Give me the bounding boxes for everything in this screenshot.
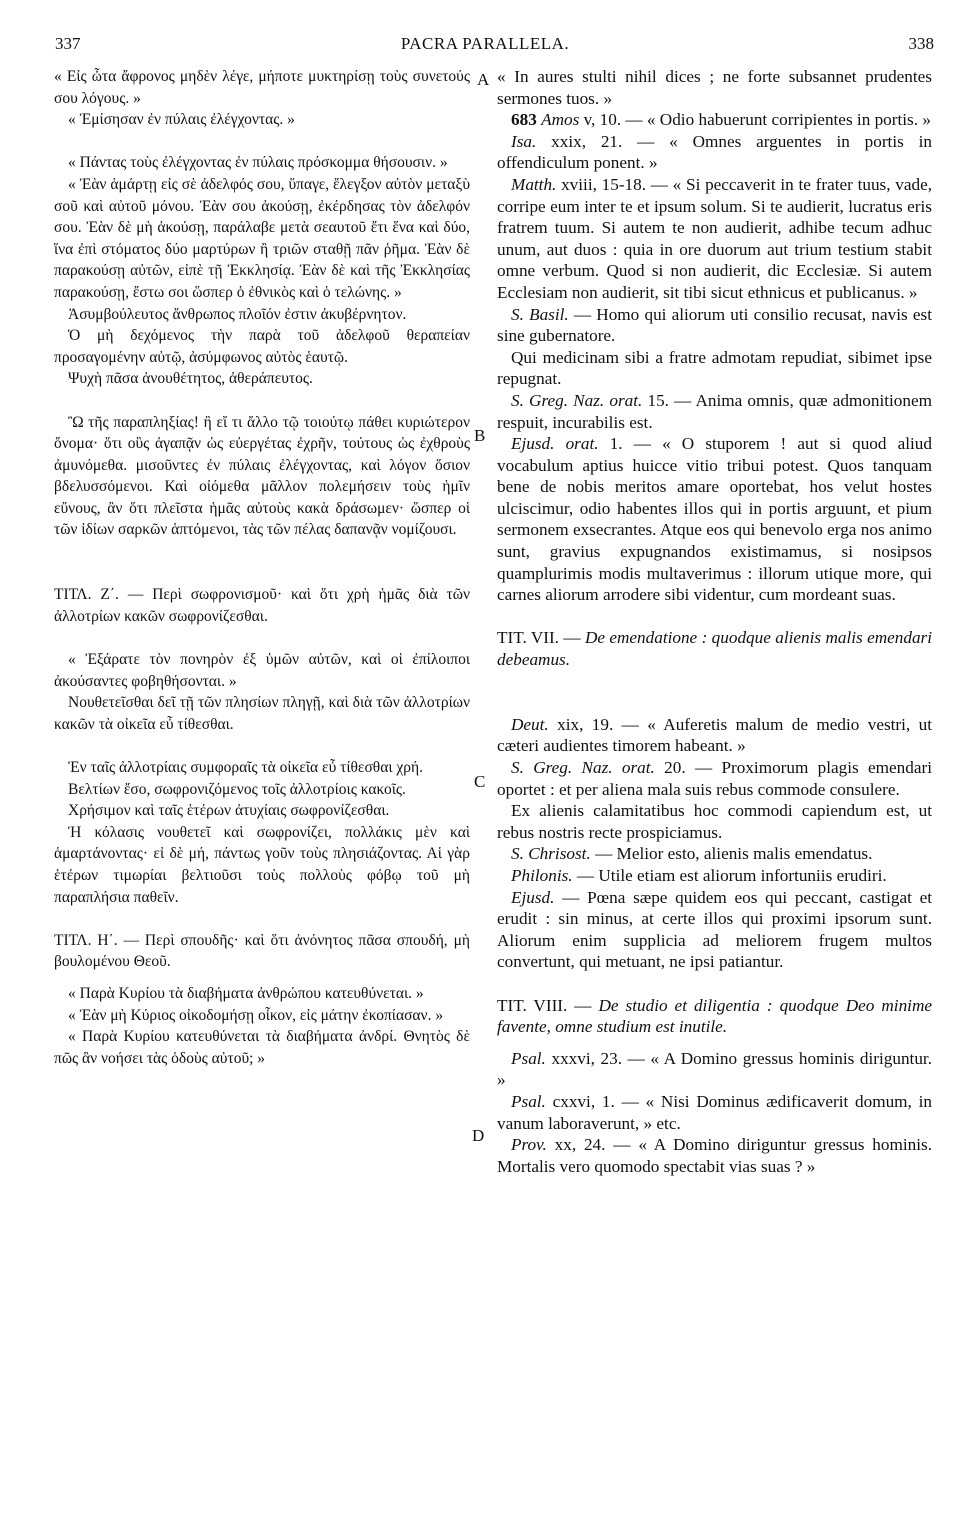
latin-paragraph [497, 1134, 932, 1177]
citation-text: 1. — « O stuporem ! aut si quod aliud vocabulum aptius huicce vitio tribui potest. Quos tanquam bene de nobis meritos amare oportebat, hos velut hostes ulciscimur, odio habentes illos qui in portis arguunt, et pium sermonem exsecrantes. Atque eos qui benevolo erga nos animo sunt, gravius expugnandos existimamus, si nosipsos quamplurimis modis multaverimus : illorum utique more, qui carnes aliorum arrodere sibi videntur, cum mordeant suas. [497, 434, 932, 605]
greek-paragraph: Ὁ μὴ δεχόμενος τὴν παρὰ τοῦ ἀδελφοῦ θεραπείαν προσαγομένην αὐτῷ, ἀσύμφωνος αὐτὸς ἑαυτῷ. [54, 327, 470, 366]
citation-text: 15. — Anima omnis, quæ admonitionem respuit, incurabilis est. [497, 390, 932, 432]
latin-paragraph [497, 865, 932, 887]
greek-paragraph: Ἐν ταῖς ἀλλοτρίαις συμφοραῖς τὰ οἰκεῖα εὖ τίθεσθαι χρή. [68, 759, 423, 776]
heading-label: TIT. VIII. — [497, 995, 599, 1015]
citation-ref: Matth. [511, 174, 557, 194]
margin-marker-b: B [474, 426, 486, 445]
latin-paragraph: Qui medicinam sibi a fratre admotam repudiat, sibimet ipse repugnat. [497, 347, 932, 389]
greek-column [54, 66, 470, 1069]
latin-paragraph [497, 433, 932, 606]
citation-ref: Deut. [511, 714, 549, 734]
margin-marker-c: C [474, 772, 486, 791]
latin-paragraph [497, 109, 932, 131]
citation-ref: Ejusd. [511, 887, 555, 907]
citation-text: xx, 24. — « A Domino diriguntur gressus hominis. Mortalis vero quomodo spectabit vias suas ? » [497, 1135, 932, 1176]
citation-text: xviii, 15-18. — « Si peccaverit in te frater tuus, vade, corripe eum inter te et ipsum solum. Si te audierit, lucratus eris fratrem tuum. Si autem te non audierit, adhibe tecum adhuc unum, aut duos : quia in ore duorum aut trium testium stabit omne verbum. Quod si non audierit, dic Ecclesiæ. Si autem Ecclesiam non audierit, sit tibi sicut ethnicus et publicanus. » [497, 174, 932, 302]
greek-paragraph: « Πάντας τοὺς ἐλέγχοντας ἐν πύλαις πρόσκομμα θήσουσιν. » [68, 154, 448, 172]
greek-paragraph: Ὢ τῆς παραπληξίας! ἢ εἴ τι ἄλλο τῷ τοιούτῳ πάθει κυριώτερον ὄνομα· ὅτι οὓς ἀγαπᾷν ὡς εὐεργέτας ἐχρῆν, τούτους ὡς ἐχθροὺς ἀμυνόμεθα. μισοῦντες ἐν πύλαις ἐλέγχοντας, καὶ λόγον ὅσιον βδελυσσόμενοι. Καὶ οἰόμεθα μᾶλλον πολεμήσειν τοὺς ἡμῖν εὔνους, ἂν ὅτι πλεῖστα ἡμᾶς αὐτοὺς κακὰ δράσωμεν· ὥσπερ οἱ τῶν ἰδίων σαρκῶν ἁπτόμενοι, τὰς τῶν πέλας δαπανᾷν νομίζουσι. [54, 413, 470, 539]
citation-ref: Psal. [511, 1091, 546, 1111]
citation-text: 20. — Proximorum plagis emendari oportet : et per aliena mala suis rebus commode consulere. [497, 758, 932, 799]
citation-text: cxxvi, 1. — « Nisi Dominus ædificaverit domum, in vanum laboraverunt, » etc. [497, 1091, 932, 1133]
citation-text: — Melior esto, alienis malis emendatus. [590, 844, 873, 864]
greek-paragraph: « Ἐμίσησαν ἐν πύλαις ἐλέγχοντας. » [68, 111, 295, 129]
greek-section-heading-8: ΤΙΤΛ. Η΄. — Περὶ σπουδῆς· καὶ ὅτι ἀνόνητος πᾶσα σπουδή, μὴ βουλομένου Θεοῦ. [54, 931, 470, 971]
column-number: 683 [511, 110, 537, 130]
latin-paragraph: « In aures stulti nihil dices ; ne forte subsannet prudentes sermones tuos. » [497, 67, 932, 108]
page-number-left: 337 [55, 34, 81, 53]
citation-ref: Philonis. [511, 865, 573, 885]
greek-paragraph: « Ἐξάρατε τὸν πονηρὸν ἐξ ὑμῶν αὐτῶν, καὶ οἱ ἐπίλοιποι ἀκούσαντες φοβηθήσονται. » [54, 651, 470, 690]
citation-ref: S. Chrisost. [511, 844, 591, 864]
margin-marker-d: D [472, 1126, 485, 1145]
latin-paragraph [497, 174, 932, 304]
citation-text: — Pœna sæpe quidem eos qui peccant, castigat et erudit : sin minus, at certe illos qui proximi ipsorum sunt. Aliorum enim supplicia ad meliorem frugem multos convertunt, qui metuant, ne ipsi patiantur. [497, 887, 932, 972]
citation-ref: S. Greg. Naz. orat. [511, 758, 655, 777]
greek-paragraph: « Ἐὰν μὴ Κύριος οἰκοδομήσῃ οἶκον, εἰς μάτην ἐκοπίασαν. » [68, 1006, 444, 1024]
latin-column [497, 66, 932, 1177]
citation-ref: S. Basil. [511, 304, 569, 324]
latin-paragraph [497, 131, 932, 174]
greek-paragraph: Ἀσυμβούλευτος ἄνθρωπος πλοῖόν ἐστιν ἀκυβέρνητον. [68, 305, 407, 323]
heading-label: TIT. VII. — [497, 628, 585, 648]
latin-paragraph [497, 843, 932, 865]
greek-paragraph: Χρήσιμον καὶ ταῖς ἑτέρων ἀτυχίαις σωφρονίζεσθαι. [68, 802, 390, 820]
latin-section-heading-8 [497, 995, 932, 1038]
citation-ref: Prov. [511, 1135, 547, 1155]
citation-ref: Psal. [511, 1048, 546, 1068]
page-number-right: 338 [908, 34, 934, 53]
latin-paragraph [497, 714, 932, 757]
margin-marker-a: A [477, 70, 490, 89]
greek-paragraph: « Παρὰ Κυρίου κατευθύνεται τὰ διαβήματα ἀνδρί. Θνητὸς δὲ πῶς ἂν νοήσει τὰς ὁδοὺς αὐτοῦ; » [54, 1028, 470, 1067]
greek-paragraph: Ἡ κόλασις νουθετεῖ καὶ σωφρονίζει, πολλάκις μὲν καὶ ἁμαρτάνοντας· εἰ δὲ μή, πάντως γοῦν τοὺς πλησιάζοντας. Αἱ γὰρ ἑτέρων τιμωρίαι βελτιοῦσι τοὺς πολλοὺς φόβῳ τοῦ μὴ παραπλήσια παθεῖν. [54, 823, 470, 906]
latin-paragraph [497, 390, 932, 433]
citation-text: — Homo qui aliorum uti consilio recusat, navis est sine gubernatore. [497, 304, 932, 346]
citation-ref: Amos [541, 110, 580, 130]
citation-text: v, 10. — « Odio habuerunt corripientes in portis. » [579, 110, 931, 130]
greek-paragraph: Ψυχὴ πᾶσα ἀνουθέτητος, ἀθεράπευτος. [68, 370, 313, 388]
latin-paragraph [497, 757, 932, 800]
heading-title: De emendatione : quodque alienis malis emendari debeamus. [497, 628, 933, 670]
latin-paragraph [497, 304, 932, 347]
greek-paragraph: Βελτίων ἔσο, σωφρονιζόμενος τοῖς ἀλλοτρίοις κακοῖς. [68, 780, 406, 798]
heading-title: De studio et diligentia : quodque Deo minime favente, omne studium est inutile. [497, 995, 932, 1037]
greek-paragraph: « Ἐὰν ἁμάρτῃ εἰς σὲ ἀδελφός σου, ὕπαγε, ἔλεγξον αὐτὸν μεταξὺ σοῦ καὶ αὐτοῦ μόνου. Ἐὰν σου ἀκούσῃ, ἐκέρδησας τὸν ἀδελφόν σου. Ἐὰν δὲ μὴ ἀκούσῃ, παράλαβε μετὰ σεαυτοῦ ἔτι ἕνα καὶ δύο, ἵνα ἐπὶ στόματος δύο μαρτύρων ἢ τριῶν σταθῇ πᾶν ῥῆμα. Ἐὰν δὲ παρακούσῃ αὐτῶν, εἰπὲ τῇ Ἐκκλησίᾳ. Ἐὰν δὲ καὶ τῆς Ἐκκλησίας παρακούσῃ, ἔστω σοι ὥσπερ ὁ ἐθνικὸς καὶ ὁ τελώνης. » [54, 175, 470, 301]
greek-paragraph: « Εἰς ὦτα ἄφρονος μηδὲν λέγε, μήποτε μυκτηρίσῃ τοὺς συνετούς σου λόγους. » [54, 68, 470, 107]
citation-text: xxxvi, 23. — « A Domino gressus hominis diriguntur. » [497, 1048, 932, 1090]
citation-text: — Utile etiam est aliorum infortuniis erudiri. [572, 865, 887, 885]
greek-paragraph: Νουθετεῖσθαι δεῖ τῇ τῶν πλησίων πληγῇ, καὶ διὰ τῶν ἀλλοτρίων κακῶν τὰ οἰκεῖα εὖ τίθεσθαι. [54, 694, 470, 733]
citation-text: xxix, 21. — « Omnes arguentes in portis in offendiculum ponent. » [497, 131, 932, 173]
citation-ref: Ejusd. orat. [511, 434, 599, 454]
greek-section-heading-7: ΤΙΤΛ. Ζ΄. — Περὶ σωφρονισμοῦ· καὶ ὅτι χρὴ ἡμᾶς διὰ τῶν ἀλλοτρίων κακῶν σωφρονίζεσθαι. [54, 586, 470, 625]
citation-text: xix, 19. — « Auferetis malum de medio vestri, ut cæteri audientes timorem habeant. » [497, 714, 932, 756]
latin-section-heading-7 [497, 627, 932, 670]
latin-paragraph [497, 1048, 932, 1091]
citation-ref: Isa. [511, 131, 537, 151]
page-header [0, 34, 970, 58]
latin-paragraph [497, 1091, 932, 1134]
latin-paragraph: Ex alienis calamitatibus hoc commodi capiendum est, ut rebus nostris recte prospiciamus. [497, 801, 932, 842]
running-title: PACRA PARALLELA. [400, 34, 570, 53]
greek-paragraph: « Παρὰ Κυρίου τὰ διαβήματα ἀνθρώπου κατευθύνεται. » [68, 984, 424, 1002]
latin-paragraph [497, 887, 932, 973]
citation-ref: S. Greg. Naz. orat. [511, 390, 643, 410]
